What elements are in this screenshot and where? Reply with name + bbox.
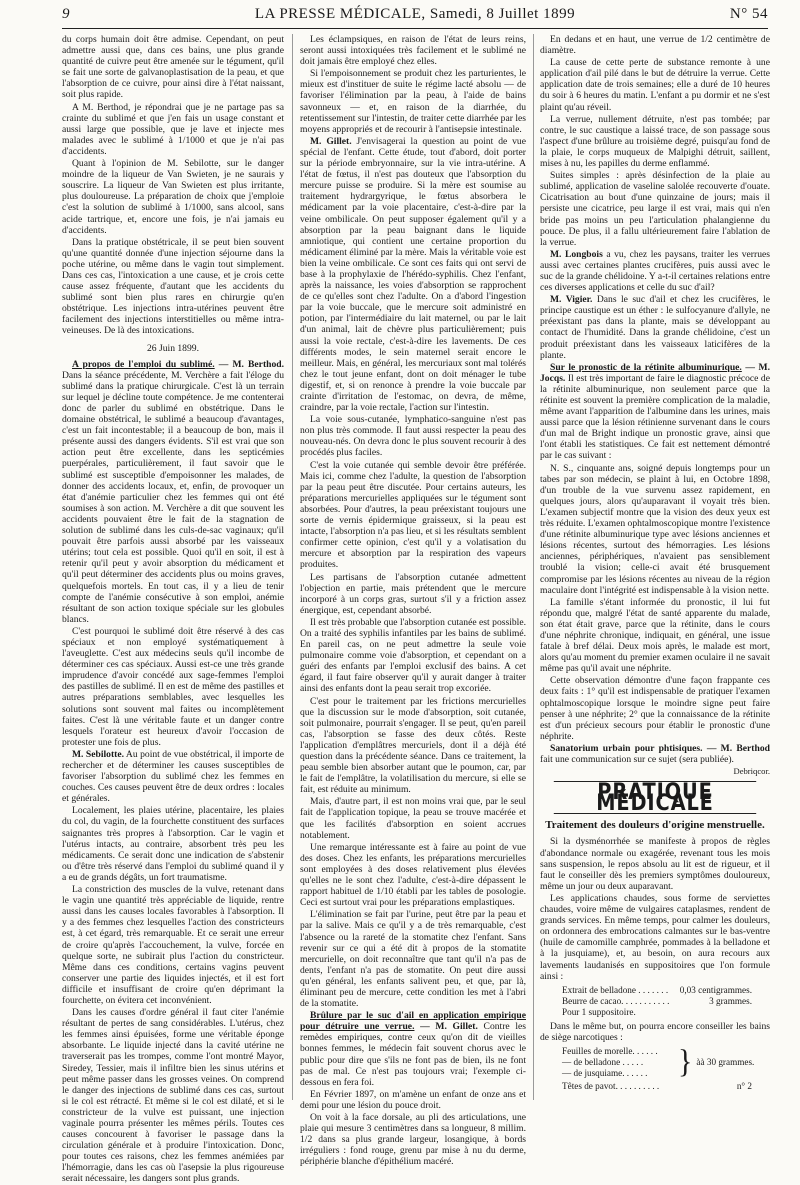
paragraph: C'est la voie cutanée qui semble devoir être préférée. Mais ici, comme chez l'adulte, la question de l'absorption par la peau peut être discutée. Pour certains auteurs, les préparations mercurielles appliquées sur le tégument sont absorbées. Pour d'autres, la peau préexistant toujours une sorte de vernis épidermique graisseux, si la peau est intacte, l'absorption n'a pas lieu, et si les résultats semblent confirmer cette opinion, c'est qu'il y a volatisation du mercure et absorption par la respiration des vapeurs produites. — [300, 459, 526, 571]
paragraph — [62, 359, 284, 625]
paragraph: Si l'empoisonnement se produit chez les parturientes, le mieux est d'instituer de suite le régime lacté absolu — de favoriser l'élimination par la peau, à l'aide de bains savonneux — et, en raison de la diarrhée, du retentissement sur l'intestin, de traiter cette diarrhée par les moyens appropriés et de recourir à l'antisepsie intestinale. — [300, 68, 526, 135]
column-1 — [62, 34, 285, 1185]
paragraph — [540, 249, 770, 293]
paragraph — [62, 749, 284, 804]
dose: àà 30 grammes. — [696, 1056, 755, 1067]
paragraph — [540, 362, 770, 462]
paragraph: C'est pourquoi le sublimé doit être réservé à des cas spéciaux et non employé systématiquement à l'aveuglette. C'est aux médecins seuls qu'il incombe de déterminer ces cas spéciaux. Aussi est-ce une très grande imprudence d'avoir concédé aux sage-femmes l'emploi des pastilles de sublimé. Il en est de même des pastilles et autres préparations semblables, avec lesquelles les solutions sont souvent mal faites ou incomplètement faites. C'est là une véritable faute et un danger contre lesquels l'orateur est heureux d'avoir l'occasion de protester une fois de plus. — [62, 625, 284, 748]
paragraph: Les éclampsiques, en raison de l'état de leurs reins, seront aussi intoxiquées très facilement et le sublimé ne doit jamais être employé chez elles. — [300, 34, 526, 68]
ingredient: Têtes de pavot. . . . . . . . . . — [562, 1080, 660, 1091]
paragraph: Dans le même but, on pourra encore conseiller les bains de siège narcotiques : — [540, 1020, 770, 1043]
paragraph-text: Contre les remèdes empiriques, contre ceux qu'on dit de vieilles bonnes femmes, le médecin fait souvent chorus avec le public pour dire que s'ils ne font pas de bien, ils ne font pas de mal. Ce n'est pas toujours vrai; l'exemple ci-dessous en fera foi. — [300, 1021, 526, 1088]
author-name: — M. Jocqs. — [540, 361, 770, 384]
journal-title: LA PRESSE MÉDICALE, Samedi, 8 Juillet 1899 — [254, 6, 576, 22]
ingredient: Beurre de cacao. . . . . . . . . . . — [562, 995, 670, 1006]
paragraph: C'est pour le traitement par les frictions mercurielles que la discussion sur le mode d'absorption, soit cutanée, soit pulmonaire, pourrait s'engager. Il se peut, qu'en pareil cas, l'absorption se fasse des deux côtés. Reste l'application d'emplâtres mercuriels, dont il a déjà été question dans la précédente séance. Dans ce traitement, la peau semble bien absorber autant que le poumon, car, par le fait de l'emplâtre, la volatilisation du mercure, si elle se fait, est réduite au minimum. — [300, 695, 526, 796]
author-name: M. Gillet. — [310, 135, 352, 147]
paragraph-text: a vu, chez les paysans, traiter les verrues aussi avec certaines plantes crucifères, puis aussi avec le suc de la grande chélidoine. Y a-t-il certaines relations entre ces diverses applications et celle du suc d'ail? — [540, 248, 770, 294]
paragraph-text: Dans le suc d'ail et chez les crucifères, le principe caustique est un éther : le sulfocyanure d'allyle, ne préexistant pas dans la plante, mais se développant au contact de l'humidité. Dans la grande chélidoine, c'est un produit préexistant dans les vaisseaux laticifères de la plante. — [540, 294, 770, 361]
ingredient: — de belladone . . . . . — [562, 1056, 644, 1067]
author-name: — M. Gillet. — [420, 1021, 478, 1033]
paragraph: L'élimination se fait par l'urine, peut être par la peau et par la salive. Mais ce qu'il y a de très remarquable, c'est l'absence ou la rareté de la stomatite chez l'enfant. Sans revenir sur ce qui a été dit à propos de la stomatite mercurielle, on doit reconnaître que tant qu'il n'a pas de dents, l'enfant n'a pas de stomatite. On peut dire aussi qu'en général, les enfants salivent peu, et que, par là, éliminant peu de mercure, cette condition les met à l'abri de la stomatite. — [300, 909, 526, 1010]
ingredient: — de jusquiame. . . . . . — [562, 1067, 648, 1078]
paragraph-text: fait une communication sur ce sujet (sera publiée). — [540, 754, 734, 765]
ingredient: Pour 1 suppositoire. — [562, 1006, 636, 1017]
paragraph: du corps humain doit être admise. Cependant, on peut admettre aussi que, dans ces bains, une plus grande quantité de cuivre peut être amenée sur le tégument, qu'il se fait une sorte de galvanoplastisation de la peau, et que l'absorption de ce cuivre, pour ainsi dire à l'état naissant, soit plus rapide. — [62, 34, 284, 101]
paragraph — [540, 294, 770, 361]
article-title: Traitement des douleurs d'origine menstruelle. — [545, 819, 765, 832]
ingredient: Feuilles de morelle. . . . . . — [562, 1045, 658, 1056]
paragraph-text: Au point de vue obstétrical, il importe de rechercher et de déterminer les causes susceptibles de favoriser l'absorption du sublimé chez les femmes en couches. Ces causes peuvent être de deux ordres : locales et générales. — [62, 748, 284, 805]
paragraph: Dans les causes d'ordre général il faut citer l'anémie résultant de pertes de sang considérables. L'utérus, chez les femmes ainsi épuisées, forme une véritable éponge absorbante. Le liquide injecté dans la cavité utérine ne traverserait pas les trompes, comme l'ont montré Mayor, Siredey, Tessier, mais il infiltre bien les sinus utérins et peut même passer dans les grosses veines. On comprend le danger des injections de sublimé dans ces cas, surtout si le col est rétracté. Et même si le col est dilaté, et si le constricteur de la vulve est puissant, une injection vaginale pourra présenter les mêmes périls. Toutes ces causes concourent à favoriser le passage dans la circulation générale et à produire l'intoxication. Donc, pour toutes ces raisons, chez les femmes anémiées par l'hémorragie, dans les cas où l'asepsie la plus rigoureuse serait nécessaire, les dangers sont plus grands. — [62, 1007, 284, 1185]
article-title: Brûlure par le suc d'ail en application empirique pour détruire une verrue. — [300, 1010, 526, 1033]
dose: n° 2 — [736, 1080, 752, 1091]
paragraph: A M. Berthod, je répondrai que je ne partage pas sa crainte du sublimé et que j'en fais un usage constant et aussi large que possible, que je lave et injecte mes malades avec le sublimé à 1/1000 et que je n'ai pas d'accidents. — [62, 101, 284, 157]
paragraph: Une remarque intéressante est à faire au point de vue des doses. Chez les enfants, les préparations mercurielles sont employées à des doses relativement plus élevées qu'elles ne le sont chez l'adulte, c'est-à-dire dépassent le rapport habituel de 1/10 établi par les tables de posologie. Ceci est surtout vrai pour les préparations emplastiques. — [300, 841, 526, 909]
paragraph: La voie sous-cutanée, lymphatico-sanguine n'est pas non plus très commode. Il faut aussi respecter la peau des nouveau-nés. On devra donc le plus souvent recourir à des procédés plus faciles. — [300, 414, 526, 459]
ingredient: Extrait de belladone . . . . . . . — [562, 984, 669, 995]
author-name: M. Sebilotte. — [72, 748, 125, 760]
page-number: 9 — [62, 6, 70, 22]
paragraph: En dedans et en haut, une verrue de 1/2 centimètre de diamètre. — [540, 34, 770, 57]
paragraph — [540, 743, 770, 765]
paragraph: Localement, les plaies utérine, placentaire, les plaies du col, du vagin, de la fourchette constituent des surfaces saignantes très propres à l'absorption. Car le vagin et l'utérus intacts, au contraire, absorbent très peu les médicaments. Ce serait donc une indication de s'abstenir ou d'être très réservé dans l'emploi du sublimé quand il y a eu de grands dégâts, un fort traumatisme. — [62, 805, 284, 883]
prescription-line — [562, 1007, 752, 1018]
paragraph — [300, 1010, 526, 1088]
paragraph: La constriction des muscles de la vulve, retenant dans le vagin une quantité très appréciable de liquide, rentre aussi dans les causes locales favorables à l'absorption. Il y a des femmes chez lesquelles l'action des constricteurs est, à cet égard, très remarquable. Et ce serait une erreur de croire qu'après l'accouchement, la vulve, forcée en quelque sorte, ne subirait plus l'action du constricteur. Même dans ces conditions, certains vagins peuvent conserver une partie des liquides injectés, et il est fort difficile et insuffisant de croire qu'en déprimant la fourchette, on évitera cet inconvénient. — [62, 884, 284, 1006]
column-3 — [540, 34, 770, 1100]
prescription-formula — [562, 985, 770, 1018]
prescription-line — [562, 996, 752, 1007]
paragraph: Les applications chaudes, sous forme de serviettes chaudes, voire même de vulgaires cataplasmes, rendent de grands services. En même temps, pour calmer les douleurs, on ordonnera des embrocations calmantes sur le bas-ventre (huile de camomille camphrée, pommades à la belladone et à la jusquiame), et, au besoin, on aura recours aux lavements laudanisés en suppositoires que l'on formule ainsi : — [540, 892, 770, 982]
paragraph: En Février 1897, on m'amène un enfant de onze ans et demi pour une lésion du pouce droit. — [300, 1088, 526, 1111]
paragraph: Suites simples : après désinfection de la plaie au sublimé, application de vaseline salolée recouverte d'ouate. Cicatrisation au bout d'une quinzaine de jours; mais il persiste une cicatrice, peu large il est vrai, mais qui n'en bride pas moins un peu l'articulation phalangienne du pouce. De plus, il a fallu ultérieurement faire l'ablation de la verrue. — [540, 170, 770, 248]
column-divider — [533, 34, 534, 1100]
paragraph: La verrue, nullement détruite, n'est pas tombée; par contre, le suc caustique a laissé trace, de son passage sous l'aspect d'une brûlure au troisième degré, puisqu'au fond de la plaie, le corps muqueux de Malpighi détruit, saillent, mises à nu, les papilles du derme enflammé. — [540, 113, 770, 170]
dose: 3 grammes. — [709, 995, 752, 1006]
ingredient-list — [562, 1046, 674, 1079]
paragraph-text: Dans la séance précédente, M. Verchère a fait l'éloge du sublimé dans la pratique chirurgicale. C'est là un terrain sur lequel je décline toute compétence. Je me contenterai donc de parler du sublimé en obstétrique. Dans le domaine obstétrical, le sublimé a beaucoup d'avantages, c'est un fait incontestable; il a beaucoup de bon, mais il présente aussi des dangers évidents. S'il est vrai que son action peut être excellente, dans les septicémies puerpérales, particulièrement, il faut savoir que le sublimé est susceptible d'empoisonner les malades, de donner des accidents locaux, et, enfin, de provoquer un état d'anémie particulier chez les femmes qui ont été soumises à son action. M. Verchère a dit que souvent les accidents pouvaient être le fait de la stagnation de solution de sublimé dans les culs-de-sac vaginaux; qu'il pouvait être parfois aussi absorbé par les vaisseaux utérins; tout cela est possible. Quoi qu'il en soit, il est à retenir qu'il peut y avoir absorption du médicament et qu'il peut déterminer des accidents plus ou moins graves, quelquefois mortels. En tout cas, il y a lieu de tenir compte de l'anémie consécutive à son emploi, anémie résultant de son action toxique spéciale sur les globules blancs. — [62, 369, 284, 625]
brace-glyph: } — [678, 1043, 693, 1080]
paragraph — [300, 136, 526, 413]
author-name: — M. Berthod. — [218, 358, 285, 370]
paragraph: N. S., cinquante ans, soigné depuis longtemps pour un tabes par son médecin, se plaint à lui, en Octobre 1898, d'un trouble de la vue survenu assez rapidement, en quelques jours, alors qu'auparavant il voyait très bien. L'examen subjectif montre que la vision des deux yeux est très réduite. L'examen ophtalmoscopique montre l'existence d'une rétinite albuminurique type avec lésions anciennes et lésions récentes, surtout des hémorragies. Les lésions anciennes, périphériques, n'avaient pas sensiblement troublé la vision; celle-ci avait été brusquement compromise par les lésions récentes au niveau de la région maculaire dont l'intégrité est indispensable à la vision nette. — [540, 462, 770, 596]
paragraph: Les partisans de l'absorption cutanée admettent l'objection en partie, mais prétendent que le mercure incorporé à un corps gras, surtout s'il y a friction assez énergique, est, cependant absorbé. — [300, 571, 526, 616]
paragraph: Mais, d'autre part, il est non moins vrai que, par le seul fait de l'application topique, la peau se trouve macérée et que les facilités d'absorption en soient accrues notablement. — [300, 796, 526, 841]
paragraph-text: J'envisagerai la question au point de vue spécial de l'enfant. Cette étude, tout d'abord, doit porter sur la période embryonnaire, sur la vie intra-utérine. A l'état de fœtus, il n'est pas douteux que l'absorption du mercure puisse se produire. Si la mère est soumise au traitement hydrargyrique, le fœtus absorbera le médicament par la voie placentaire, c'est-à-dire par la veine ombilicale. On peut supposer également qu'il y a absorption par la peau baignant dans le liquide amniotique, qui contient une certaine proportion du médicament éliminé par la mère. Mais la véritable voie est bien la veine ombilicale. Ce sont ces faits qui ont servi de base à la prophylaxie de l'hérédo-syphilis. Chez l'enfant, après la naissance, les voies d'absorption se rapprochent de ce qu'elles sont chez l'adulte. On a d'abord l'ingestion par la voie buccale, que le mercure soit administré en potion, par l'intermédiaire du lait maternel, ou par le lait d'un animal, lait de chèvre plus particulièrement; puis aussi la voie rectale, c'est-à-dire les lavements. De ces différents modes, le sein maternel serait encore le meilleur. Mais, en général, les mercuriaux sont mal tolérés chez le tout jeune enfant, dont on doit ménager le tube digestif, et, si on renonce à prendre la voie buccale par crainte d'irritation de l'estomac, on devra, de même, craindre, par la voie rectale, l'action sur l'intestin. — [300, 135, 526, 414]
author-name: M. Longbois — [550, 248, 603, 260]
article-title: Sur le pronostic de la rétinite albuminurique. — [550, 361, 742, 373]
paragraph: On voit à la face dorsale, au pli des articulations, une plaie qui mesure 3 centimètres dans sa longueur, 8 millim. 1/2 dans sa plus grande largeur, losangique, à bords irréguliers : fond rouge, grenu par mise à nu du derme, périphérie blanche d'épithélium macéré. — [300, 1112, 526, 1168]
page-header — [62, 6, 768, 29]
paragraph: Cette observation démontre d'une façon frappante ces deux faits : 1° qu'il est indispensable de pratiquer l'examen ophtalmoscopique lorsque le moindre signe peut faire penser à une néphrite; 2° que la connaissance de la rétinite est d'un précieux secours pour établir le pronostic d'une néphrite. — [540, 675, 770, 742]
author-name: M. Vigier. — [550, 294, 593, 306]
paragraph: Il est très probable que l'absorption cutanée est possible. On a traité des syphilis infantiles par les bains de sublimé. En pareil cas, on ne peut admettre la seule voie pulmonaire comme voie d'absorption, et cependant on a guéri des enfants par l'emploi exclusif des bains. A cet égard, il faut faire observer qu'il y aurait danger à traiter ainsi des enfants dont la peau serait trop excoriée. — [300, 616, 526, 695]
author-name: — M. Berthod — [706, 742, 770, 754]
paragraph: Quant à l'opinion de M. Sebilotte, sur le danger moindre de la liqueur de Van Swieten, je ne saurais y souscrire. La liqueur de Van Swieten est plus irritante, plus douloureuse. La préparation de choix que j'emploie c'est la solution de sublimé à 1/1000, sans alcool, sans acide tartrique, et, encore une fois, je n'ai jamais eu d'accidents. — [62, 158, 284, 236]
article-title: A propos de l'emploi du sublimé. — [72, 358, 215, 370]
column-divider — [292, 34, 293, 1100]
prescription-line — [562, 985, 752, 996]
issue-number: N° 54 — [729, 6, 768, 22]
session-date: 26 Juin 1899. — [147, 342, 199, 354]
paragraph: La famille s'étant informée du pronostic, il lui fut répondu que, malgré l'état de santé apparente du malade, son état était grave, parce que la rétinite, dans le cours d'une néphrite chronique, indiquait, en général, une issue fatale à bref délai. Deux mois après, le malade est mort, alors qu'au moment du premier examen oculaire il ne savait même pas qu'il avait une néphrite. — [540, 596, 770, 675]
signature: Debriqcor. — [733, 766, 770, 777]
paragraph: La cause de cette perte de substance remonte à une application d'ail pilé dans le but de détruire la verrue. Cette application date de trois semaines; elle a duré de 10 heures du soir à 6 heures du matin. L'enfant a pu dormir et ne s'est plaint qu'au réveil. — [540, 57, 770, 113]
paragraph: Si la dysménorrhée se manifeste à propos de règles d'abondance normale ou exagérée, revenant tous les mois sans suspension, le repos absolu au lit est de rigueur, et il faut le conseiller dès les premiers symptômes douloureux, même un jour ou deux auparavant. — [540, 836, 770, 892]
dose: 0,03 centigrammes. — [679, 984, 752, 995]
paragraph-text: Il est très important de faire le diagnostic précoce de la rétinite albuminurique, non seulement parce que la rétinite est souvent la première complication de la maladie, même avant l'apparition de l'albumine dans les urines, mais aussi parce que la lésion rétinienne survenant dans le cours d'un mal de Bright indique un pronostic grave, ainsi que l'ont établi les statistiques. Ce fait est nettement démontré par le cas suivant : — [540, 372, 770, 462]
section-heading: PRATIQUE MÉDICALE — [554, 781, 756, 814]
column-2 — [300, 34, 526, 1168]
prescription-formula — [562, 1043, 770, 1080]
paragraph: Dans la pratique obstétricale, il se peut bien souvent qu'une quantité donnée d'une injection séjourne dans la poche utérine, ou même dans le vagin tout simplement. Dans ces cas, l'intoxication a une cause, et je crois cette cause assez fréquente, d'autant que les accidents du sublimé sont bien plus rares en chirurgie qu'en obstétrique. Les injections intra-utérines peuvent être facilement des injections interstitielles ou même intra-veineuses. De là des intoxications. — [62, 236, 284, 337]
article-title: Sanatorium urbain pour phtisiques. — [550, 742, 703, 754]
prescription-line — [562, 1081, 752, 1092]
